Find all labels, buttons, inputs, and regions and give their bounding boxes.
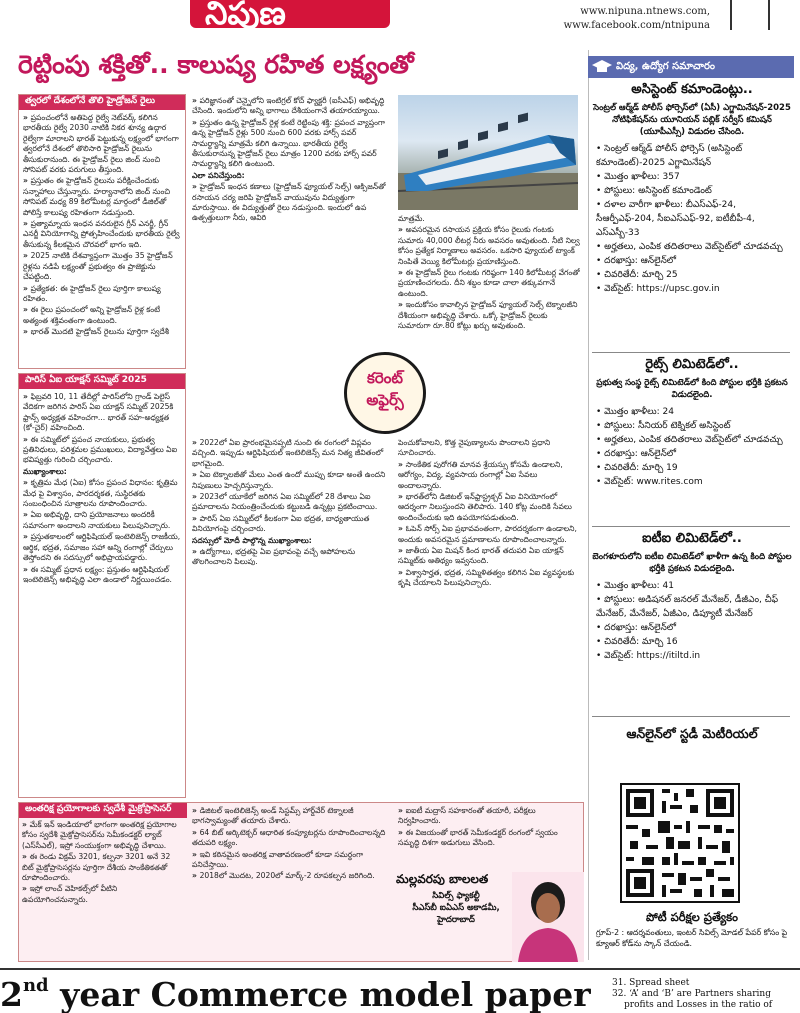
article-subheading: సదస్సులో మోదీ పాల్గొన్న ముఖ్యాంశాలు: xyxy=(192,535,312,545)
article-paragraph: » ప్రత్యేకత: ఈ హైడ్రోజన్ రైలు పూర్తిగా కాలుష్య రహితం. xyxy=(23,284,181,305)
article-subheading: ఎలా పనిచేస్తుంది: xyxy=(192,170,245,180)
job-lead: ప్రభుత్వ సంస్థ రైట్స్ లిమిటెడ్‌లో కింది పోస్టుల భర్తీకి ప్రకటన విడుదలైంది. xyxy=(596,378,788,400)
job-detail: • అర్హతలు, ఎంపిక తదితరాలు వెబ్‌సైట్‌లో చూడవచ్చు xyxy=(596,433,792,447)
job-detail: • పోస్టులు: అడిషనల్ జనరల్ మేనేజర్, డీజీఎం, చీఫ్ మేనేజర్, మేనేజర్, ఏజీఎం, డిప్యూటీ మేనేజర్ xyxy=(596,593,792,621)
job-lead: సెంట్రల్ ఆర్మ్‌డ్ పోలీస్ ఫోర్సెస్‌లో (ఏసీ) ఎగ్జామినేషన్-2025 నోటిఫికేషన్‌ను యూనియన్ పబ్లిక్ సర్వీస్ కమిషన్ (యూపీఎస్సీ) విడుదల చేసింది. xyxy=(593,103,791,137)
train-illustration xyxy=(398,95,578,210)
author-avatar-illustration xyxy=(512,872,584,962)
article-hydrogen-train-col2 xyxy=(192,96,392,368)
article-paragraph: » ఈ విజయంతో భారత్ సెమీకండక్టర్ రంగంలో స్వయం సమృద్ధి దిశగా అడుగులు వేసింది. xyxy=(398,828,580,849)
author-line-2: సీఎస్‌బీ ఐఏఎస్ అకాడమీ, xyxy=(412,903,500,913)
article-paragraph: » విశ్వాసార్హత, భద్రత, సమ్మిళితత్వం కలిగిన ఏఐ వ్యవస్థలకు కృషి చేయాలని పిలుపునిచ్చారు. xyxy=(398,568,580,589)
article-paragraph: » ఈ సమ్మిట్ ప్రధాన లక్ష్యం: ప్రస్తుతం ఆర్టిఫిషియల్ ఇంటెలిజెన్స్ అభివృద్ధి ఎలా ఉండాలో నిర్ణయించడం. xyxy=(23,565,181,586)
article-paragraph: » 2018లో మొదట, 2020లో మార్క్-2 రూపకల్పన జరిగింది. xyxy=(192,871,392,881)
job-detail: • చివరితేదీ: మార్చి 19 xyxy=(596,461,792,475)
article-microprocessor-heading: అంతరిక్ష ప్రయోగాలకు స్వదేశీ మైక్రోప్రాసెసర్ xyxy=(19,803,187,818)
article-ai-summit-col2 xyxy=(192,438,392,796)
article-paragraph: » మేక్ ఇన్ ఇండియాలో భాగంగా అంతరిక్ష ప్రయోగాల కోసం స్వదేశీ మైక్రోప్రాసెసర్‌ను సెమీకండక్టర్ ల్యాబ్ (ఎస్‌సీఎల్), ఇస్రో సంయుక్తంగా అభివృద్ధి చేశాయి. xyxy=(22,820,182,851)
article-paragraph: » అవసరమైన రసాయన ప్రక్రియ కోసం రైలుకు గంటకు సుమారు 40,000 లీటర్ల నీరు అవసరం అవుతుంది. నీటి నిల్వ కోసం ప్రత్యేక నిర్మాణాలు అవసరం. ఒకసారి ఫ్యూయల్ ట్యాంక్ నింపితే వెయ్యి కిలోమీటర్లు ప్రయాణిస్తుంది. xyxy=(398,225,580,267)
article-paragraph: » సాంకేతిక పురోగతి మానవ శ్రేయస్సు కోసమే ఉండాలని, ఆరోగ్యం, విద్య, వ్యవసాయ రంగాల్లో ఏఐ సేవలు అందాలన్నారు. xyxy=(398,460,580,491)
stamp-line-2: అఫైర్స్ xyxy=(366,391,404,409)
article-ai-summit-heading: పారిస్ ఏఐ యాక్షన్ సమ్మిట్ 2025 xyxy=(19,374,185,389)
job-detail: • మొత్తం ఖాళీలు: 357 xyxy=(596,170,792,184)
article-paragraph: » ఈ సమ్మిట్‌లో ప్రపంచ నాయకులు, ప్రభుత్వ ప్రతినిధులు, పరిశ్రమల ప్రముఖులు, విద్యావేత్తలు ఏఐ భవిష్యత్తు గురించి చర్చించారు. xyxy=(23,435,181,466)
article-hydrogen-train-col3 xyxy=(398,214,580,368)
job-lead: బెంగళూరులోని ఐటీఐ లిమిటెడ్‌లో ఖాళీగా ఉన్న కింది పోస్టుల భర్తీకి ప్రకటన విడుదలైంది. xyxy=(592,552,792,574)
article-ai-summit-col3 xyxy=(398,438,580,796)
article-paragraph: » ఐఐటీ మద్రాస్ సహకారంతో తయారీ, పరీక్షలు నిర్వహించారు. xyxy=(398,806,580,827)
article-paragraph: పెంచుకోవాలని, కొత్త నైపుణ్యాలను పొందాలని ప్రధాని సూచించారు. xyxy=(398,438,551,458)
article-paragraph: » ప్రస్తుతం ఉన్న హైడ్రోజన్ రైళ్ల కంటే రెట్టింపు శక్తి: ప్రపంచ వ్యాప్తంగా ఉన్న హైడ్రోజన్ రైళ్లు 500 నుంచి 600 వరకు హార్స్ పవర్ సామర్థ్యాన్ని మాత్రమే కలిగి ఉన్నాయి. భారతీయ రైల్వే తీసుకురానున్న హైడ్రోజన్ రైలు మాత్రం 1200 వరకు హార్స్ పవర్ సామర్థ్యాన్ని కలిగి ఉంటుంది. xyxy=(192,118,392,170)
job-website-link[interactable]: • వెబ్‌సైట్: https://upsc.gov.in xyxy=(596,282,792,296)
article-paragraph: » భారత్‌లోని డిజిటల్ ఇన్‌ఫ్రాస్ట్రక్చర్ ఏఐ వినియోగంలో ఆదర్శంగా నిలుస్తుందని తెలిపారు. 140 కోట్ల మందికి సేవలు అందించేందుకు ఇది ఉపయోగపడుతుంది. xyxy=(398,492,580,523)
divider xyxy=(592,526,790,527)
article-paragraph: » ఇస్రో లాంచ్ వెహికల్స్‌లో వీటిని ఉపయోగించనున్నారు. xyxy=(22,884,182,905)
divider xyxy=(592,716,790,717)
author-info xyxy=(400,890,512,926)
article-paragraph: మాత్రమే. xyxy=(398,214,425,223)
model-paper-questions xyxy=(612,978,797,1011)
author-line-3: హైదరాబాద్ xyxy=(437,915,475,925)
article-paragraph: » 2022లో ఏఐ ప్రారంభమైనప్పటి నుంచి ఈ రంగంలో విప్లవం వచ్చింది. ఇప్పుడు ఆర్టిఫిషియల్ ఇంటెలిజెన్స్ మన నిత్య జీవితంలో భాగమైంది. xyxy=(192,438,392,469)
current-affairs-stamp xyxy=(344,352,426,434)
study-material-title: ఆన్‌లైన్‌లో స్టడీ మెటీరియల్ xyxy=(626,726,758,741)
divider xyxy=(592,352,790,353)
article-paragraph: » ఏఐ అభివృద్ధి, దాని ప్రయోజనాలు అందరికీ సమానంగా అందాలని నాయకులు పిలుపునిచ్చారు. xyxy=(23,510,181,531)
qr-code-graphic xyxy=(622,785,738,901)
job-title: ఐటీఐ లిమిటెడ్‌లో.. xyxy=(642,531,742,546)
article-paragraph: » 64 బిట్ ఆర్కిటెక్చర్ ఆధారిత కంప్యూటర్లను రూపొందించాలన్నది తదుపరి లక్ష్యం. xyxy=(192,828,392,849)
job-listing-rites xyxy=(592,357,792,489)
page-headline: రెట్టింపు శక్తితో.. కాలుష్య రహిత లక్ష్యంతో xyxy=(18,50,414,79)
job-detail: • మొత్తం ఖాళీలు: 41 xyxy=(596,579,792,593)
article-paragraph: » ఈ రైలు ప్రపంచంలో అన్ని హైడ్రోజన్ రైళ్ల కంటే అత్యంత శక్తివంతంగా ఉంటుంది. xyxy=(23,305,181,326)
title-prefix: 2 xyxy=(0,975,23,1013)
job-detail: • దరఖాస్తు: ఆన్‌లైన్‌లో xyxy=(596,447,792,461)
article-paragraph: » కృత్రిమ మేధ (ఏఐ) కోసం ప్రపంచ విధానం: కృత్రిమ మేధ పై విశ్వాసం, పారదర్శకత, సుస్థిరతకు సంబంధించిన సూత్రాలను రూపొందించారు. xyxy=(23,478,181,509)
article-paragraph: » ప్రస్తుతకాలంలో ఆర్టిఫిషియల్ ఇంటెలిజెన్స్ రాజకీయ, ఆర్థిక, భద్రత, సమాజం సహా అన్ని రంగాల్లో చేర్పులు తెస్తోందని ఈ సదస్సులో అభిప్రాయపడ్డారు. xyxy=(23,532,181,563)
author-line-1: సివిల్స్ ఫ్యాకల్టీ xyxy=(432,891,480,901)
qr-code[interactable] xyxy=(620,783,740,903)
author-name: మల్లవరపు బాలలత xyxy=(396,872,489,886)
article-paragraph: » 2023లో యూకేలో జరిగిన ఏఐ సమ్మిట్‌లో 28 దేశాలు ఏఐ ప్రమాదాలను నియంత్రించేందుకు కట్టుబడి ఉన్నట్లు ప్రకటించాయి. xyxy=(192,492,392,513)
article-paragraph: » ప్రపంచంలోనే అతిపెద్ద రైల్వే నెట్‌వర్క్ కలిగిన భారతీయ రైల్వే 2030 నాటికి నికర శూన్య ఉద్గార రైల్వేగా మారాలని భారత్ పెట్టుకున్న లక్ష్యంలో భాగంగా త్వరలోనే దేశంలో తొలిసారి హైడ్రోజన్ రైలును తీసుకురానుంది. ఈ హైడ్రోజన్ రైలు జింద్‌ నుంచి సోనిపట్ వరకు పరుగులు తీస్తుంది. xyxy=(23,113,181,175)
qr-note: గ్రూప్-2 : ఆదర్శవంతులు, ఇంటర్ సివిల్స్ మోడల్ పేపర్ కోసం పై క్యూఆర్ కోడ్‌ను స్కాన్ చేయండి. xyxy=(596,928,788,948)
job-website-link[interactable]: • వెబ్‌సైట్: https://itiltd.in xyxy=(596,649,792,663)
masthead-title: నిపుణ xyxy=(205,0,286,32)
article-paragraph: » భారత్ మొదటి హైడ్రోజన్ రైలును పూర్తిగా స్వదేశీ xyxy=(23,327,181,337)
article-paragraph: » ఓపెన్ సోర్స్ ఏఐ ప్రభావవంతంగా, పారదర్శకంగా ఉండాలని, అందుకు అవసరమైన ప్రమాణాలను రూపొందించాలన్నారు. xyxy=(398,524,580,545)
job-detail: • మొత్తం ఖాళీలు: 24 xyxy=(596,405,792,419)
article-paragraph: » ఇందుకోసం కావాల్సిన హైడ్రోజన్ ఫ్యూయల్ సెల్స్ టెక్నాలజీని దేశీయంగా అభివృద్ధి చేశారు. ఒక్కో హైడ్రోజన్ రైలుకు సుమారుగా రూ.80 కోట్లు ఖర్చు అవుతుంది. xyxy=(398,300,580,331)
job-detail: • అర్హతలు, ఎంపిక తదితరాలు వెబ్‌సైట్‌లో చూడవచ్చు xyxy=(596,240,792,254)
author-photo xyxy=(512,872,584,962)
job-detail: • దళాల వారీగా ఖాళీలు: బీఎస్ఎఫ్-24, సీఆర్పీఎఫ్-204, సీఐఎస్ఎఫ్-92, ఐటీబీపీ-4, ఎస్ఎస్బీ-33 xyxy=(596,198,792,240)
job-website-link[interactable]: • వెబ్‌సైట్: www.rites.com xyxy=(596,475,792,489)
stamp-line-1: కరెంట్ xyxy=(367,369,403,387)
job-title: అసిస్టెంట్ కమాండెంట్లు.. xyxy=(631,82,753,97)
title-superscript: nd xyxy=(22,975,49,996)
job-detail: • పోస్టులు: సీనియర్ టెక్నికల్ అసిస్టెంట్ xyxy=(596,419,792,433)
article-paragraph: » ఈ హైడ్రోజన్ రైలు గంటకు గరిష్ఠంగా 140 కిలోమీటర్ల వేగంతో ప్రయాణించగలదు. దీని శబ్దం కూడా చాలా తక్కువగానే ఉంటుంది. xyxy=(398,268,580,299)
model-paper-title xyxy=(0,975,591,1013)
question-line: 32. ‘A’ and ‘B’ are Partners sharing xyxy=(612,989,771,999)
article-paragraph: » ఈ రెండు విక్రమ్ 3201, కల్పనా 3201 అనే 32 బిట్ మైక్రోప్రాసెసర్లను పూర్తిగా దేశీయ సాంకేతికతతో రూపొందించారు. xyxy=(22,852,182,883)
job-detail: • చివరితేదీ: మార్చి 25 xyxy=(596,268,792,282)
job-listing-assistant-commandant xyxy=(592,82,792,296)
article-paragraph: » హైడ్రోజన్ ఇంధన కణాలు (హైడ్రోజన్ ఫ్యూయల్ సెల్స్) ఆక్సిజన్‌తో రసాయన చర్య జరిపి హైడ్రోజన్ వాయువును విద్యుత్తుగా మారుస్తాయి. ఈ విద్యుత్తుతో రైలు నడుస్తుంది. ఇందులో ఉప ఉత్పత్తులుగా నీరు, ఆవిరి xyxy=(192,182,392,224)
job-detail: • దరఖాస్తు: ఆన్‌లైన్‌లో xyxy=(596,254,792,268)
article-hydrogen-heading: త్వరలో దేశంలోనే తొలి హైడ్రోజన్ రైలు xyxy=(19,95,185,110)
hydrogen-train-photo xyxy=(398,95,578,210)
article-paragraph: » జాతీయ ఏఐ మిషన్ కింద భారత్ తదుపరి ఏఐ యాక్షన్ సమ్మిట్‌కు ఆతిథ్యం ఇవ్వనుంది. xyxy=(398,546,580,567)
article-ai-summit-col1 xyxy=(18,373,186,798)
graduation-cap-icon xyxy=(592,58,612,76)
article-microprocessor-col1 xyxy=(22,820,182,960)
article-paragraph: » 2025 నాటికి దేశవ్యాప్తంగా మొత్తం 35 హైడ్రోజన్ రైళ్లను నడిపే లక్ష్యంతో ప్రభుత్వం ఈ ప్రాజెక్టును చేపట్టింది. xyxy=(23,251,181,282)
article-microprocessor-col3 xyxy=(398,806,580,868)
article-hydrogen-train-col1 xyxy=(18,94,186,369)
job-sidebar-header: విద్య, ఉద్యోగ సమాచారం xyxy=(588,56,794,78)
question-line: profits and Losses in the ratio of xyxy=(624,1000,773,1010)
job-detail: • చివరితేదీ: మార్చి 16 xyxy=(596,635,792,649)
article-paragraph: » ఏఐ టెక్నాలజీతో మేలు ఎంత ఉందో ముప్పు కూడా అంతే ఉందని నిపుణులు హెచ్చరిస్తున్నారు. xyxy=(192,470,392,491)
page-number-box xyxy=(730,0,770,30)
job-title: రైట్స్ లిమిటెడ్‌లో.. xyxy=(645,357,739,372)
title-rest: year Commerce model paper xyxy=(48,975,591,1013)
job-listing-iti xyxy=(592,531,792,663)
bottom-divider xyxy=(0,968,800,970)
masthead-url-2[interactable]: www.facebook.com/ntnipuna xyxy=(563,20,710,31)
article-paragraph: » ఉద్యోగాలు, భద్రతపై ఏఐ ప్రభావంపై వచ్చే అపోహలను తొలగించాలని పిలుపు. xyxy=(192,547,392,568)
article-microprocessor-col2 xyxy=(192,806,392,960)
article-paragraph: » పారిస్ ఏఐ సమ్మిట్‌లో కీలకంగా ఏఐ భద్రత, బాధ్యతాయుత వినియోగంపై చర్చించారు. xyxy=(192,514,392,535)
qr-caption: పోటీ పరీక్షల ప్రత్యేకం xyxy=(646,910,738,924)
job-detail: • సెంట్రల్ ఆర్మ్‌డ్ పోలీస్ ఫోర్సెస్ (అసిస్టెంట్ కమాండెంట్)-2025 ఎగ్జామినేషన్ xyxy=(596,142,792,170)
question-line: 31. Spread sheet xyxy=(612,978,690,988)
article-paragraph: » డిజిటల్ ఇంటెలిజెన్స్ అండ్ సిస్టమ్స్ హార్డ్‌వేర్ టెక్నాలజీ భాగస్వామ్యంతో తయారు చేశారు. xyxy=(192,806,392,827)
job-detail: • పోస్టులు: అసిస్టెంట్ కమాండెంట్ xyxy=(596,184,792,198)
article-paragraph: » పరిజ్ఞానంతో చెన్నైలోని ఇంటిగ్రల్ కోచ్ ఫ్యాక్టరీ (ఐసీఎఫ్) అభివృద్ధి చేసింది. ఇందులోని అన్ని భాగాలు దేశీయంగానే తయారయ్యాయి. xyxy=(192,96,392,117)
article-paragraph: » ప్రత్యామ్నాయ ఇంధన వనరులైన గ్రీన్ ఎనర్జీ, గ్రీన్ ఎనర్జీ వినియోగాన్ని ప్రోత్సహించేందుకు భారతీయ రైల్వే తీసుకున్న కీలకమైన చొరవలో భాగం ఇది. xyxy=(23,219,181,250)
article-subheading: ముఖ్యాంశాలు: xyxy=(23,466,67,476)
article-paragraph: » ఫిబ్రవరి 10, 11 తేదీల్లో పారిస్‌లోని గ్రాండ్ పెలైస్ వేదికగా జరిగిన పారిస్ ఏఐ యాక్షన్ సమ్మిట్ 2025కి ఫ్రాన్స్ అధ్యక్షత వహించగా... భారత్ సహ-అధ్యక్షత (కో-చైర్) వహించింది. xyxy=(23,392,181,434)
article-paragraph: » ప్రస్తుతం ఈ హైడ్రోజన్ రైలును పరీక్షించేందుకు సన్నాహాలు చేస్తున్నారు. హర్యానాలోని జింద్ నుంచి సోనిపట్ మధ్య 89 కిలోమీటర్ల మార్గంలో డీజిల్‌తో పోలిస్తే కాలుష్య రహితంగా నడుస్తుంది. xyxy=(23,176,181,218)
masthead-url-1[interactable]: www.nipuna.ntnews.com, xyxy=(580,6,710,17)
job-detail: • దరఖాస్తు: ఆన్‌లైన్‌లో xyxy=(596,621,792,635)
article-paragraph: » ఇవి కఠినమైన అంతరిక్ష వాతావరణంలో కూడా సమర్థంగా పనిచేస్తాయి. xyxy=(192,850,392,871)
